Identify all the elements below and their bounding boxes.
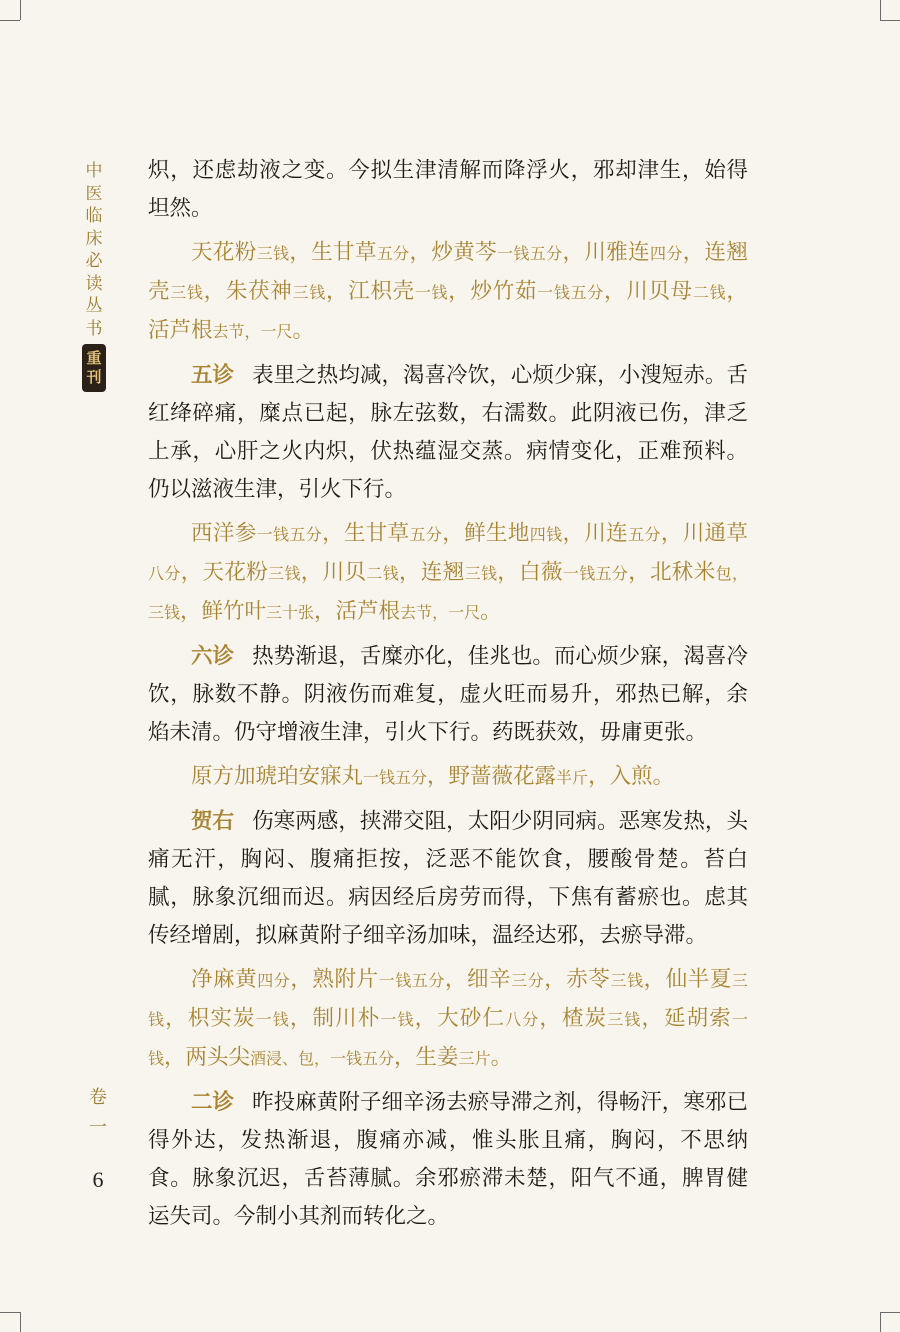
prescription-paragraph bbox=[148, 234, 748, 351]
text-run: ，生甘草 bbox=[289, 240, 377, 265]
text-run: ，川贝 bbox=[300, 560, 367, 585]
dosage-note: 半斤 bbox=[556, 768, 589, 787]
series-title-char: 读 bbox=[85, 273, 103, 294]
case-paragraph bbox=[148, 638, 748, 752]
text-run: ，连翘 bbox=[399, 560, 465, 585]
dosage-note: 一钱五分 bbox=[497, 244, 563, 263]
text-run: ，楂炭 bbox=[539, 1006, 608, 1031]
series-title-char: 床 bbox=[85, 228, 103, 249]
crop-mark bbox=[20, 1312, 21, 1332]
text-run: ，川雅连 bbox=[562, 240, 650, 265]
reprint-seal bbox=[82, 344, 106, 392]
text-run: ，仙半夏 bbox=[643, 967, 732, 992]
crop-mark bbox=[880, 0, 881, 20]
dosage-note: 三钱 bbox=[268, 564, 301, 583]
text-run: ，制川朴 bbox=[289, 1006, 381, 1031]
text-run: 。 bbox=[490, 1045, 513, 1070]
crop-mark bbox=[880, 1312, 881, 1332]
case-heading: 贺右 bbox=[191, 809, 235, 834]
text-run: ，入煎。 bbox=[588, 764, 675, 789]
series-title-char: 医 bbox=[85, 183, 103, 204]
dosage-note: 去节，一尺 bbox=[212, 322, 293, 341]
crop-mark bbox=[880, 1312, 900, 1313]
dosage-note: 三钱 bbox=[607, 1010, 642, 1029]
dosage-note: 包，三钱 bbox=[148, 564, 748, 622]
series-title-char: 书 bbox=[85, 318, 103, 339]
text-run: ，炒竹茹 bbox=[448, 279, 538, 304]
prescription-paragraph bbox=[148, 758, 748, 797]
text-run: ，北秫米 bbox=[628, 560, 716, 585]
text-run: ，川连 bbox=[562, 521, 629, 546]
dosage-note: 三钱 bbox=[292, 283, 326, 302]
dosage-note: 三钱 bbox=[256, 244, 290, 263]
dosage-note: 去节，一尺 bbox=[400, 603, 481, 622]
text-run: ，野蔷薇花露 bbox=[427, 764, 557, 789]
text-run: 伤寒两感，挟滞交阻，太阳少阴同病。恶寒发热，头痛无汗，胸闷、腹痛拒按，泛恶不能饮食，腰酸骨楚。苔白腻，脉象沉细而迟。病因经后房劳而得，下焦有蓄瘀也。虑其传经增剧，拟麻黄附子细辛汤加味，温经达邪，去瘀导滞。 bbox=[148, 809, 748, 948]
dosage-note: 五分 bbox=[409, 525, 443, 544]
case-heading: 五诊 bbox=[191, 363, 235, 388]
text-run: ，天花粉 bbox=[180, 560, 269, 585]
dosage-note: 八分 bbox=[505, 1010, 540, 1029]
series-title-char: 中 bbox=[85, 161, 103, 181]
dosage-note: 一钱 bbox=[414, 283, 449, 302]
text-run: 热势渐退，舌糜亦化，佳兆也。而心烦少寐，渴喜冷饮，脉数不静。阴液伤而难复，虚火旺而易升，邪热已解，余焰未清。仍守增液生津，引火下行。药既获效，毋庸更张。 bbox=[148, 644, 748, 745]
dosage-note: 四分 bbox=[257, 971, 291, 990]
dosage-note: 二钱 bbox=[366, 564, 400, 583]
text-run: ，川贝母 bbox=[604, 279, 693, 304]
seal-char: 重 bbox=[86, 349, 102, 367]
dosage-note: 四钱 bbox=[529, 525, 563, 544]
dosage-note: 三分 bbox=[511, 971, 545, 990]
crop-mark bbox=[0, 20, 20, 21]
volume-label-char: 一 bbox=[89, 1117, 107, 1138]
text-run: ，赤苓 bbox=[544, 967, 611, 992]
prescription-paragraph bbox=[148, 515, 748, 632]
dosage-note: 一钱五分 bbox=[256, 525, 323, 544]
text-run: 净麻黄 bbox=[191, 967, 258, 992]
dosage-note: 一钱 bbox=[380, 1010, 415, 1029]
dosage-note: 一钱五分 bbox=[378, 971, 445, 990]
dosage-note: 三片 bbox=[458, 1049, 491, 1068]
dosage-note: 一钱五分 bbox=[537, 283, 605, 302]
case-paragraph bbox=[148, 357, 748, 509]
crop-mark bbox=[880, 20, 900, 21]
dosage-note: 一钱五分 bbox=[562, 564, 629, 583]
case-heading: 六诊 bbox=[191, 644, 235, 669]
dosage-note: 八分 bbox=[148, 564, 181, 583]
text-run: ，白薇 bbox=[497, 560, 563, 585]
text-run: 。 bbox=[480, 599, 502, 624]
text-run: ，川通草 bbox=[660, 521, 748, 546]
case-paragraph bbox=[148, 1084, 748, 1236]
dosage-note: 二钱 bbox=[692, 283, 727, 302]
dosage-note: 一钱 bbox=[148, 1010, 748, 1068]
text-run: ，炒黄芩 bbox=[409, 240, 498, 265]
case-paragraph bbox=[148, 803, 748, 955]
dosage-note: 一钱 bbox=[255, 1010, 290, 1029]
prescription-paragraph bbox=[148, 961, 748, 1078]
text-run: 炽，还虑劫液之变。今拟生津清解而降浮火，邪却津生，始得坦然。 bbox=[148, 158, 748, 221]
dosage-note: 五分 bbox=[628, 525, 661, 544]
text-run: ，熟附片 bbox=[290, 967, 379, 992]
text-run: 西洋参 bbox=[191, 521, 257, 546]
page-number: 6 bbox=[92, 1167, 104, 1192]
text-run: ，鲜竹叶 bbox=[180, 599, 267, 624]
text-run: ，江枳壳 bbox=[325, 279, 415, 304]
series-title-char: 丛 bbox=[85, 296, 103, 316]
dosage-note: 三钱 bbox=[610, 971, 644, 990]
dosage-note: 五分 bbox=[376, 244, 410, 263]
series-title-char: 临 bbox=[85, 206, 103, 226]
text-run: ，鲜生地 bbox=[442, 521, 530, 546]
text-run: ，生甘草 bbox=[322, 521, 410, 546]
seal-char: 刊 bbox=[86, 368, 102, 386]
dosage-note: 一钱五分 bbox=[363, 768, 428, 787]
dosage-note: 三钱 bbox=[464, 564, 498, 583]
text-run: ，大砂仁 bbox=[414, 1006, 506, 1031]
dosage-note: 三十张 bbox=[266, 603, 315, 622]
text-run: ，连翘壳 bbox=[148, 240, 748, 304]
series-title-char: 必 bbox=[85, 251, 103, 271]
text-run: ，生姜 bbox=[394, 1045, 459, 1070]
dosage-note: 酒浸、包，一钱五分 bbox=[250, 1049, 395, 1068]
text-run: ，活芦根 bbox=[314, 599, 401, 624]
text-run: 。 bbox=[292, 318, 315, 343]
text-run: ，枳实炭 bbox=[165, 1006, 256, 1031]
text-run: ，延胡索 bbox=[641, 1006, 732, 1031]
dosage-note: 四分 bbox=[649, 244, 683, 263]
case-heading: 二诊 bbox=[191, 1090, 235, 1115]
volume-label-char: 卷 bbox=[89, 1087, 107, 1108]
text-run: 昨投麻黄附子细辛汤去瘀导滞之剂，得畅汗，寒邪已得外达，发热渐退，腹痛亦减，惟头胀且痛，胸闷，不思纳食。脉象沉迟，舌苔薄腻。余邪瘀滞未楚，阳气不通，脾胃健运失司。今制小其剂而转化之。 bbox=[148, 1090, 748, 1229]
dosage-note: 三钱 bbox=[148, 971, 748, 1029]
crop-mark bbox=[0, 1312, 20, 1313]
text-run: ，两头尖 bbox=[164, 1045, 251, 1070]
volume-label bbox=[84, 1083, 112, 1143]
text-run: 表里之热均减，渴喜冷饮，心烦少寐，小溲短赤。舌红绛碎痛，糜点已起，脉左弦数，右濡数。此阴液已伤，津乏上承，心肝之火内炽，伏热蕴湿交蒸。病情变化，正难预料。仍以滋液生津，引火下行。 bbox=[148, 363, 748, 502]
case-paragraph bbox=[148, 152, 748, 228]
text-run: ，细辛 bbox=[444, 967, 512, 992]
page-body bbox=[148, 152, 748, 1236]
text-run: 天花粉 bbox=[191, 240, 257, 265]
dosage-note: 三钱 bbox=[170, 283, 204, 302]
crop-mark bbox=[20, 0, 21, 20]
text-run: ，活芦根 bbox=[148, 279, 748, 343]
text-run: ，朱茯神 bbox=[203, 279, 293, 304]
text-run: 原方加琥珀安寐丸 bbox=[191, 764, 364, 789]
series-title bbox=[82, 160, 106, 392]
